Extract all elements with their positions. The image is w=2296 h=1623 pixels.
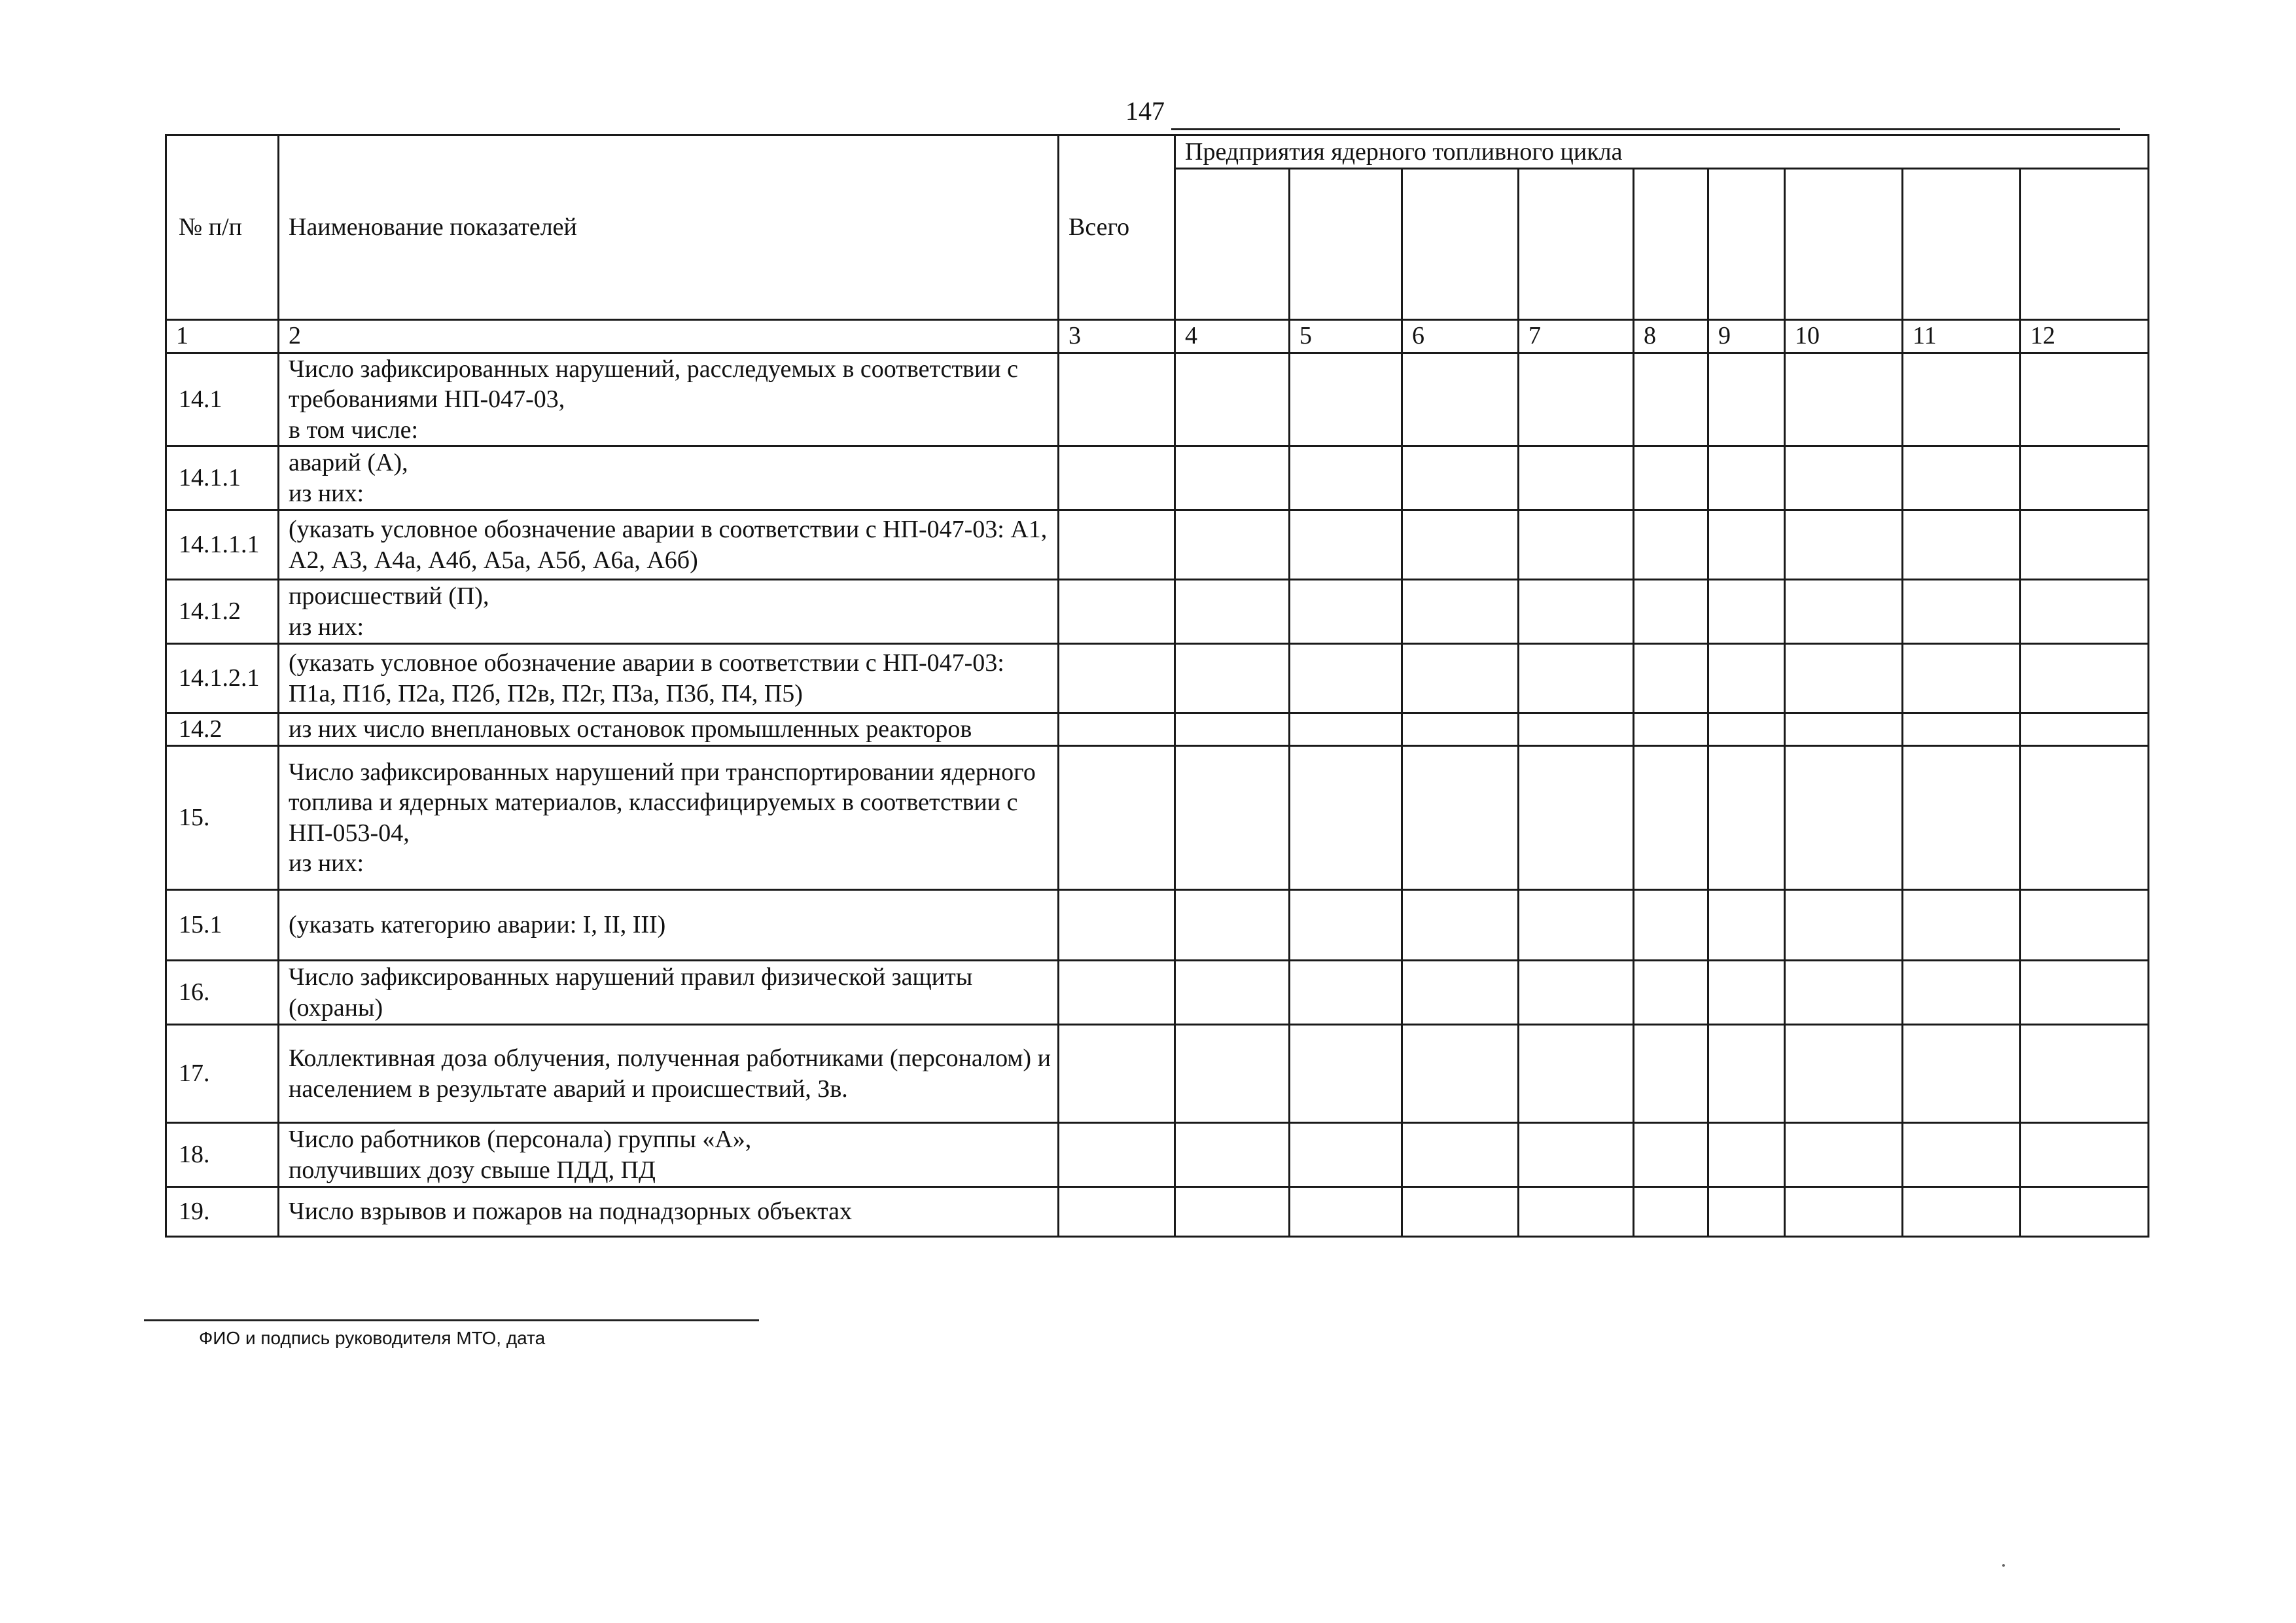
enterprise-cell xyxy=(1290,1123,1402,1187)
table-row xyxy=(166,1025,2149,1123)
enterprise-cell xyxy=(1402,1123,1519,1187)
enterprise-cell xyxy=(1785,1123,1903,1187)
total-cell xyxy=(1059,1123,1175,1187)
enterprise-cell xyxy=(1290,961,1402,1025)
enterprise-cell xyxy=(1175,510,1290,580)
enterprise-cell xyxy=(1175,446,1290,510)
enterprise-cell xyxy=(1290,644,1402,713)
enterprise-cell xyxy=(1785,580,1903,644)
enterprise-cell xyxy=(1402,353,1519,446)
enterprise-cell xyxy=(1175,713,1290,746)
table-row xyxy=(166,353,2149,446)
column-number: 10 xyxy=(1785,320,1903,353)
enterprise-cell xyxy=(1785,961,1903,1025)
row-number: 14.1.2.1 xyxy=(166,644,279,713)
top-rule xyxy=(1171,128,2120,130)
enterprise-cell xyxy=(1519,580,1634,644)
enterprise-cell xyxy=(1708,1123,1785,1187)
enterprise-cell xyxy=(1402,961,1519,1025)
row-indicator-name: Число зафиксированных нарушений при транспортировании ядерного топлива и ядерных материалов, классифицируемых в соответствии с НП-053-04, из них: xyxy=(279,746,1059,890)
column-number: 1 xyxy=(166,320,279,353)
enterprise-cell xyxy=(1708,353,1785,446)
table-row xyxy=(166,510,2149,580)
enterprise-cell xyxy=(1708,746,1785,890)
column-number: 6 xyxy=(1402,320,1519,353)
enterprise-cell xyxy=(1634,1025,1708,1123)
enterprise-cell xyxy=(1519,510,1634,580)
signature-caption: ФИО и подпись руководителя МТО, дата xyxy=(199,1328,546,1348)
enterprise-cell xyxy=(1519,644,1634,713)
total-cell xyxy=(1059,644,1175,713)
enterprise-cell xyxy=(1785,1025,1903,1123)
enterprise-cell xyxy=(2021,446,2149,510)
enterprise-cell xyxy=(2021,644,2149,713)
page-number: 147 xyxy=(1125,96,1165,126)
enterprise-cell xyxy=(2021,580,2149,644)
enterprise-cell xyxy=(1519,353,1634,446)
header-enterprises: Предприятия ядерного топливного цикла xyxy=(1175,135,2149,169)
enterprise-cell xyxy=(1290,446,1402,510)
enterprise-cell xyxy=(1903,1187,2021,1237)
enterprise-cell xyxy=(1175,1123,1290,1187)
enterprise-cell xyxy=(1402,890,1519,961)
column-number: 7 xyxy=(1519,320,1634,353)
enterprise-cell xyxy=(1175,746,1290,890)
enterprise-col-6 xyxy=(1402,169,1519,320)
enterprise-cell xyxy=(1290,510,1402,580)
column-number: 4 xyxy=(1175,320,1290,353)
enterprise-cell xyxy=(1708,1187,1785,1237)
enterprise-cell xyxy=(1903,644,2021,713)
enterprise-cell xyxy=(1519,1025,1634,1123)
signature-block xyxy=(144,1319,759,1349)
column-number: 9 xyxy=(1708,320,1785,353)
row-indicator-name: Число зафиксированных нарушений, расследуемых в соответствии с требованиями НП-047-03, в том числе: xyxy=(279,353,1059,446)
enterprise-cell xyxy=(1402,1187,1519,1237)
enterprise-cell xyxy=(1519,1187,1634,1237)
enterprise-cell xyxy=(1634,890,1708,961)
enterprise-cell xyxy=(1903,746,2021,890)
enterprise-cell xyxy=(1519,1123,1634,1187)
enterprise-cell xyxy=(1402,580,1519,644)
column-number: 3 xyxy=(1059,320,1175,353)
enterprise-col-12 xyxy=(2021,169,2149,320)
total-cell xyxy=(1059,580,1175,644)
signature-line xyxy=(144,1319,759,1321)
enterprise-cell xyxy=(1708,644,1785,713)
column-number: 12 xyxy=(2021,320,2149,353)
column-number-row xyxy=(166,320,2149,353)
enterprise-cell xyxy=(1708,580,1785,644)
enterprise-cell xyxy=(1634,1123,1708,1187)
table-row xyxy=(166,713,2149,746)
row-number: 14.2 xyxy=(166,713,279,746)
row-indicator-name: Число работников (персонала) группы «А», получивших дозу свыше ПДД, ПД xyxy=(279,1123,1059,1187)
row-indicator-name: происшествий (П), из них: xyxy=(279,580,1059,644)
enterprise-col-11 xyxy=(1903,169,2021,320)
header-row xyxy=(166,135,2149,169)
enterprise-cell xyxy=(1903,1025,2021,1123)
enterprise-cell xyxy=(2021,961,2149,1025)
enterprise-cell xyxy=(1402,644,1519,713)
enterprise-cell xyxy=(1634,713,1708,746)
column-number: 2 xyxy=(279,320,1059,353)
table-row xyxy=(166,746,2149,890)
column-number: 5 xyxy=(1290,320,1402,353)
enterprise-cell xyxy=(1903,580,2021,644)
enterprise-cell xyxy=(1903,353,2021,446)
row-indicator-name: аварий (А), из них: xyxy=(279,446,1059,510)
enterprise-cell xyxy=(1402,746,1519,890)
table-row xyxy=(166,890,2149,961)
enterprise-cell xyxy=(1634,1187,1708,1237)
enterprise-cell xyxy=(1785,746,1903,890)
enterprise-cell xyxy=(1402,713,1519,746)
enterprise-cell xyxy=(1402,1025,1519,1123)
row-indicator-name: Коллективная доза облучения, полученная работниками (персоналом) и населением в результате аварий и происшествий, Зв. xyxy=(279,1025,1059,1123)
enterprise-cell xyxy=(1519,446,1634,510)
enterprise-col-10 xyxy=(1785,169,1903,320)
enterprise-cell xyxy=(1785,890,1903,961)
enterprise-cell xyxy=(1708,890,1785,961)
enterprise-cell xyxy=(1519,890,1634,961)
enterprise-cell xyxy=(2021,1025,2149,1123)
table-row xyxy=(166,961,2149,1025)
row-indicator-name: (указать условное обозначение аварии в соответствии с НП-047-03: А1, А2, А3, А4а, А4б, А5а, А5б, А6а, А6б) xyxy=(279,510,1059,580)
enterprise-cell xyxy=(1903,713,2021,746)
report-table xyxy=(165,134,2149,1238)
scan-speck xyxy=(2002,1564,2005,1567)
enterprise-cell xyxy=(1708,1025,1785,1123)
enterprise-cell xyxy=(1290,746,1402,890)
enterprise-cell xyxy=(1903,961,2021,1025)
enterprise-cell xyxy=(1290,1187,1402,1237)
table-row xyxy=(166,1123,2149,1187)
enterprise-cell xyxy=(1519,746,1634,890)
enterprise-cell xyxy=(1175,961,1290,1025)
enterprise-cell xyxy=(1903,1123,2021,1187)
total-cell xyxy=(1059,746,1175,890)
enterprise-cell xyxy=(2021,1187,2149,1237)
enterprise-col-9 xyxy=(1708,169,1785,320)
enterprise-col-5 xyxy=(1290,169,1402,320)
enterprise-cell xyxy=(2021,890,2149,961)
enterprise-cell xyxy=(1175,580,1290,644)
enterprise-cell xyxy=(1175,890,1290,961)
total-cell xyxy=(1059,510,1175,580)
row-indicator-name: Число зафиксированных нарушений правил физической защиты (охраны) xyxy=(279,961,1059,1025)
enterprise-cell xyxy=(1519,713,1634,746)
enterprise-cell xyxy=(1785,353,1903,446)
row-number: 14.1.1 xyxy=(166,446,279,510)
header-name: Наименование показателей xyxy=(279,135,1059,320)
header-num: № п/п xyxy=(166,135,279,320)
row-number: 16. xyxy=(166,961,279,1025)
enterprise-cell xyxy=(1175,644,1290,713)
enterprise-cell xyxy=(1175,353,1290,446)
enterprise-cell xyxy=(1634,644,1708,713)
enterprise-cell xyxy=(1175,1187,1290,1237)
enterprise-cell xyxy=(2021,746,2149,890)
row-indicator-name: Число взрывов и пожаров на поднадзорных объектах xyxy=(279,1187,1059,1237)
table-row xyxy=(166,580,2149,644)
table-row xyxy=(166,1187,2149,1237)
enterprise-cell xyxy=(1634,961,1708,1025)
row-number: 14.1 xyxy=(166,353,279,446)
row-number: 15. xyxy=(166,746,279,890)
row-number: 15.1 xyxy=(166,890,279,961)
row-number: 14.1.1.1 xyxy=(166,510,279,580)
enterprise-cell xyxy=(1175,1025,1290,1123)
enterprise-cell xyxy=(2021,510,2149,580)
table-row xyxy=(166,644,2149,713)
row-indicator-name: из них число внеплановых остановок промышленных реакторов xyxy=(279,713,1059,746)
total-cell xyxy=(1059,961,1175,1025)
enterprise-cell xyxy=(1634,446,1708,510)
total-cell xyxy=(1059,1187,1175,1237)
enterprise-col-8 xyxy=(1634,169,1708,320)
table-row xyxy=(166,446,2149,510)
enterprise-cell xyxy=(1708,713,1785,746)
enterprise-cell xyxy=(1708,446,1785,510)
enterprise-cell xyxy=(1519,961,1634,1025)
enterprise-cell xyxy=(1785,446,1903,510)
enterprise-col-4 xyxy=(1175,169,1290,320)
row-number: 17. xyxy=(166,1025,279,1123)
enterprise-cell xyxy=(1290,353,1402,446)
enterprise-cell xyxy=(1785,713,1903,746)
enterprise-cell xyxy=(1785,644,1903,713)
row-number: 14.1.2 xyxy=(166,580,279,644)
enterprise-cell xyxy=(1402,446,1519,510)
total-cell xyxy=(1059,890,1175,961)
enterprise-cell xyxy=(2021,1123,2149,1187)
enterprise-cell xyxy=(1708,510,1785,580)
enterprise-col-7 xyxy=(1519,169,1634,320)
enterprise-cell xyxy=(2021,353,2149,446)
column-number: 11 xyxy=(1903,320,2021,353)
enterprise-cell xyxy=(1402,510,1519,580)
total-cell xyxy=(1059,1025,1175,1123)
enterprise-cell xyxy=(1634,580,1708,644)
enterprise-cell xyxy=(1785,1187,1903,1237)
enterprise-cell xyxy=(1903,890,2021,961)
enterprise-cell xyxy=(1290,713,1402,746)
enterprise-cell xyxy=(1290,1025,1402,1123)
enterprise-cell xyxy=(1634,353,1708,446)
enterprise-cell xyxy=(1290,890,1402,961)
enterprise-cell xyxy=(1708,961,1785,1025)
total-cell xyxy=(1059,446,1175,510)
enterprise-cell xyxy=(1634,746,1708,890)
row-indicator-name: (указать категорию аварии: I, II, III) xyxy=(279,890,1059,961)
enterprise-cell xyxy=(1903,510,2021,580)
total-cell xyxy=(1059,353,1175,446)
row-number: 18. xyxy=(166,1123,279,1187)
enterprise-cell xyxy=(2021,713,2149,746)
row-number: 19. xyxy=(166,1187,279,1237)
enterprise-cell xyxy=(1903,446,2021,510)
total-cell xyxy=(1059,713,1175,746)
enterprise-cell xyxy=(1634,510,1708,580)
header-total: Всего xyxy=(1059,135,1175,320)
column-number: 8 xyxy=(1634,320,1708,353)
row-indicator-name: (указать условное обозначение аварии в соответствии с НП-047-03: П1а, П1б, П2а, П2б, П2в, П2г, П3а, П3б, П4, П5) xyxy=(279,644,1059,713)
enterprise-cell xyxy=(1290,580,1402,644)
enterprise-cell xyxy=(1785,510,1903,580)
